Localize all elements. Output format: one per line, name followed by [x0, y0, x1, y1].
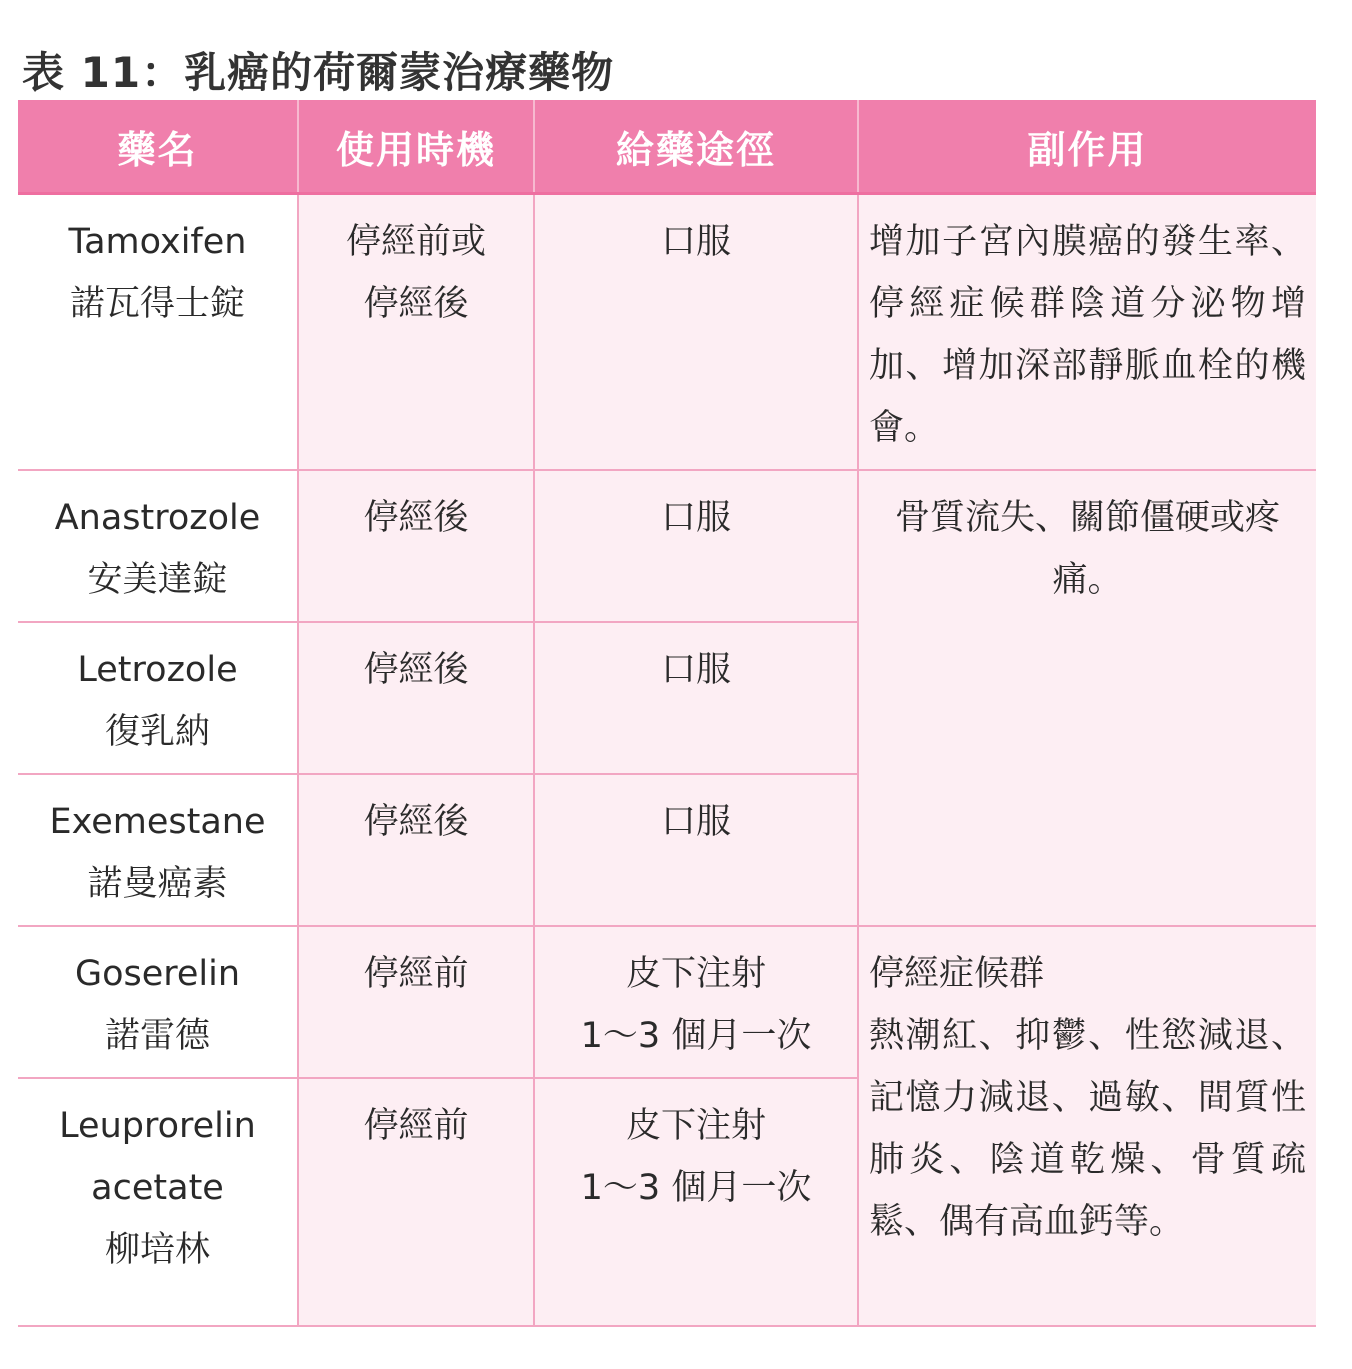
route-cell	[534, 1078, 858, 1326]
header-row	[18, 100, 1316, 194]
route-cell	[534, 774, 858, 926]
timing-text: 停經前或	[345, 222, 486, 262]
timing-cell	[298, 1078, 534, 1326]
table-title: 表 11：乳癌的荷爾蒙治療藥物	[22, 48, 615, 97]
table-row	[18, 470, 1316, 622]
header-route: 給藥途徑	[534, 100, 858, 194]
timing-text: 停經後	[363, 284, 469, 324]
timing-cell	[298, 774, 534, 926]
header-name: 藥名	[18, 100, 298, 194]
drug-name-chinese: 諾瓦得士錠	[69, 284, 245, 324]
header-timing: 使用時機	[298, 100, 534, 194]
timing-cell	[298, 470, 534, 622]
drug-name-chinese: 復乳納	[104, 712, 210, 752]
drug-name-chinese: 諾雷德	[104, 1016, 210, 1056]
timing-text: 停經後	[363, 498, 469, 538]
drug-name-cell	[18, 622, 298, 774]
route-text: 皮下注射	[625, 954, 766, 994]
timing-text: 停經前	[363, 954, 469, 994]
route-text: 口服	[660, 498, 731, 538]
drug-name-chinese: 柳培林	[104, 1230, 210, 1270]
route-text: 口服	[660, 222, 731, 262]
table-row	[18, 194, 1316, 471]
route-cell	[534, 194, 858, 471]
timing-text: 停經前	[363, 1106, 469, 1146]
header-side-effects: 副作用	[858, 100, 1316, 194]
drug-name-chinese: 安美達錠	[87, 560, 228, 600]
side-effects-text: 增加子宮內膜癌的發生率、停經症候群陰道分泌物增加、增加深部靜脈血栓的機會。	[869, 222, 1306, 448]
timing-text: 停經後	[363, 802, 469, 842]
timing-text: 停經後	[363, 650, 469, 690]
route-text: 皮下注射	[625, 1106, 766, 1146]
route-cell	[534, 470, 858, 622]
drug-name-latin: Leuprorelin	[59, 1106, 256, 1146]
drug-name-latin: Exemestane	[49, 802, 266, 842]
route-frequency: 1～3 個月一次	[580, 1016, 812, 1056]
drug-name-latin-suffix: acetate	[91, 1168, 224, 1208]
side-effects-text: 骨質流失、關節僵硬或疼痛。	[894, 498, 1280, 600]
table-row	[18, 926, 1316, 1078]
side-effects-cell	[858, 194, 1316, 471]
drug-name-cell	[18, 1078, 298, 1326]
drug-name-latin: Letrozole	[77, 650, 238, 690]
timing-cell	[298, 194, 534, 471]
side-effects-cell	[858, 926, 1316, 1326]
timing-cell	[298, 926, 534, 1078]
route-text: 口服	[660, 802, 731, 842]
hormone-therapy-table	[18, 100, 1316, 1327]
drug-name-chinese: 諾曼癌素	[87, 864, 228, 904]
timing-cell	[298, 622, 534, 774]
side-effects-text: 熱潮紅、抑鬱、性慾減退、記憶力減退、過敏、間質性肺炎、陰道乾燥、骨質疏鬆、偶有高血鈣等。	[869, 1016, 1306, 1242]
drug-name-latin: Anastrozole	[54, 498, 261, 538]
drug-name-cell	[18, 470, 298, 622]
drug-name-latin: Tamoxifen	[68, 222, 247, 262]
route-cell	[534, 622, 858, 774]
drug-name-cell	[18, 926, 298, 1078]
drug-name-cell	[18, 194, 298, 471]
drug-name-latin: Goserelin	[74, 954, 241, 994]
side-effects-cell	[858, 470, 1316, 926]
route-text: 口服	[660, 650, 731, 690]
route-frequency: 1～3 個月一次	[580, 1168, 812, 1208]
side-effects-heading: 停經症候群	[869, 954, 1045, 994]
route-cell	[534, 926, 858, 1078]
drug-name-cell	[18, 774, 298, 926]
